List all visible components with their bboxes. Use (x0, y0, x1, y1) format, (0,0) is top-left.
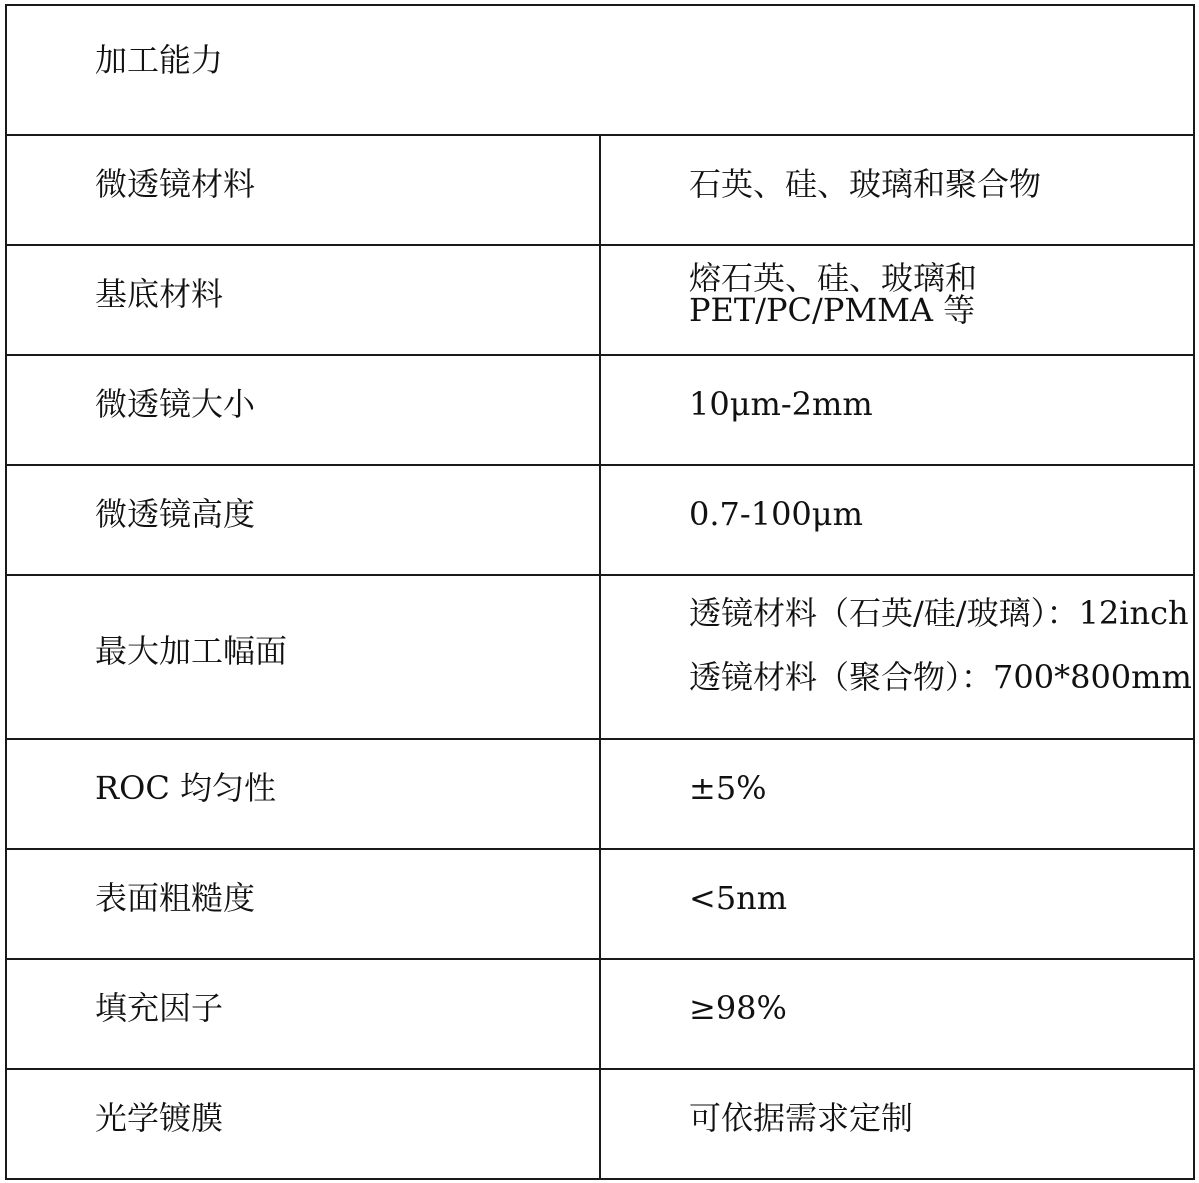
row-label: ROC 均匀性 (95, 769, 276, 807)
table-row (6, 1069, 1194, 1179)
row-value-cell (600, 1069, 1194, 1179)
row-value-cell (600, 849, 1194, 959)
table-row (6, 135, 1194, 245)
row-label-cell (6, 575, 600, 739)
row-label-cell (6, 245, 600, 355)
row-value-cell (600, 465, 1194, 575)
row-value-cell (600, 959, 1194, 1069)
processing-capability-table (5, 4, 1195, 1180)
row-label-cell (6, 135, 600, 245)
table-title: 加工能力 (95, 41, 224, 79)
row-value: 0.7-100μm (689, 495, 863, 533)
row-value-cell (600, 355, 1194, 465)
row-label: 微透镜大小 (95, 385, 256, 423)
row-value-line: 透镜材料（聚合物）：700*800mm (689, 658, 1192, 696)
row-label-cell (6, 355, 600, 465)
row-value: <5nm (689, 879, 788, 917)
row-label: 微透镜高度 (95, 495, 256, 533)
row-label: 微透镜材料 (95, 165, 256, 203)
row-label-cell (6, 1069, 600, 1179)
row-label: 表面粗糙度 (95, 879, 256, 917)
row-value-multiline (689, 594, 1193, 699)
table-row (6, 245, 1194, 355)
row-label: 基底材料 (95, 275, 224, 313)
table-row (6, 465, 1194, 575)
row-value: 可依据需求定制 (689, 1099, 914, 1137)
row-label-cell (6, 849, 600, 959)
row-value-cell (600, 575, 1194, 739)
row-label: 最大加工幅面 (95, 632, 288, 670)
table-header-row (6, 5, 1194, 135)
row-label: 填充因子 (95, 989, 224, 1027)
row-value: 石英、硅、玻璃和聚合物 (689, 165, 1042, 203)
row-label-cell (6, 739, 600, 849)
row-value: ≥98% (689, 989, 787, 1027)
row-value: 10μm-2mm (689, 385, 873, 423)
table-row (6, 739, 1194, 849)
table-row (6, 575, 1194, 739)
table-row (6, 849, 1194, 959)
table-row (6, 959, 1194, 1069)
table-row (6, 355, 1194, 465)
row-label-cell (6, 959, 600, 1069)
row-value: ±5% (689, 769, 767, 807)
row-label-cell (6, 465, 600, 575)
table-header-cell (6, 5, 1194, 135)
row-label: 光学镀膜 (95, 1099, 224, 1137)
row-value: 熔石英、硅、玻璃和 PET/PC/PMMA 等 (689, 259, 978, 329)
row-value-cell (600, 135, 1194, 245)
row-value-line: 透镜材料（石英/硅/玻璃）：12inch (689, 594, 1189, 632)
row-value-cell (600, 739, 1194, 849)
row-value-cell (600, 245, 1194, 355)
